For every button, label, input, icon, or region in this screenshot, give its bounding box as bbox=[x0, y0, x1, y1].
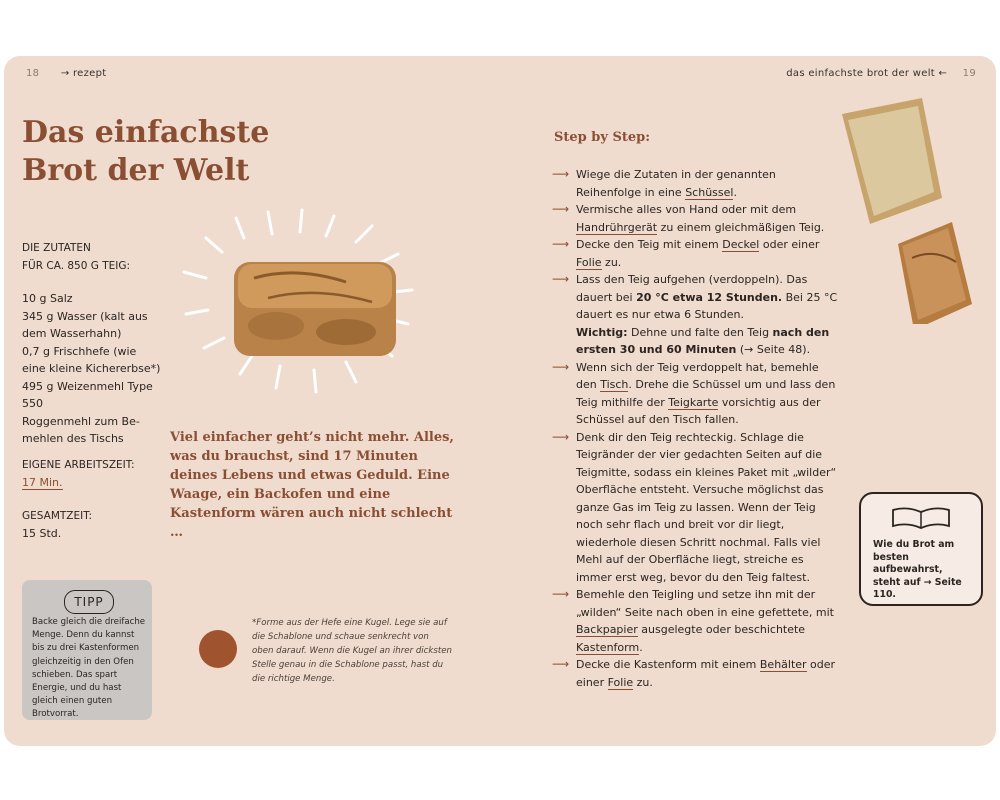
step-item: ⟶ Wiege die Zutaten in der genannten Reihenfolge in eine Schüssel. bbox=[552, 167, 776, 199]
ingredients-yield: FÜR CA. 850 G TEIG: bbox=[22, 259, 131, 272]
total-time-label: GESAMTZEIT: bbox=[22, 509, 93, 522]
total-time-value: 15 Std. bbox=[22, 527, 62, 540]
left-header bbox=[26, 68, 106, 79]
long-right-arrow-icon: ⟶ bbox=[552, 359, 570, 374]
steps-title: Step by Step: bbox=[554, 130, 651, 145]
ingredients-block bbox=[22, 240, 162, 543]
long-right-arrow-icon: ⟶ bbox=[552, 237, 570, 251]
storage-note-text: Wie du Brot am besten aufbewahrst, steht auf → Seite 110. bbox=[873, 539, 962, 601]
step-item: ⟶ Lass den Teig aufgehen (verdoppeln). Das dauert bei 20 °C etwa 12 Stunden. Bei 25 °C dauert es nur etwa 6 Stunden. Wichtig: Dehne und falte den Teig nach den ersten 30 und 60 Minuten (→ Seite 48). bbox=[552, 272, 838, 356]
right-header-label: das einfachste brot der welt ← bbox=[786, 68, 948, 79]
ingredient-line: eine kleine Kichererbse*) bbox=[22, 362, 161, 375]
worktime-value: 17 Min. bbox=[22, 476, 63, 489]
bread-illustration bbox=[176, 206, 446, 406]
intro-text: Viel einfacher geht’s nicht mehr. Alles, was du brauchst, sind 17 Minuten deines Lebens und etwas Geduld. Eine Waage, ein Backofen und eine Kastenform wären auch nicht schlecht … bbox=[170, 430, 454, 540]
ingredients-heading: DIE ZUTATEN bbox=[22, 242, 91, 254]
title-line-2: Brot der Welt bbox=[22, 153, 250, 188]
tip-box bbox=[22, 580, 152, 720]
long-right-arrow-icon: ⟶ bbox=[552, 657, 570, 671]
long-right-arrow-icon: ⟶ bbox=[552, 167, 570, 181]
long-right-arrow-icon: ⟶ bbox=[552, 429, 570, 444]
ingredient-line: 0,7 g Frischhefe (wie bbox=[22, 344, 137, 358]
worktime-label: EIGENE ARBEITSZEIT: bbox=[22, 458, 135, 471]
long-right-arrow-icon: ⟶ bbox=[552, 272, 570, 286]
step-item: ⟶ Decke die Kastenform mit einem Behälter oder einer Folie zu. bbox=[552, 657, 836, 689]
step-item: ⟶ Wenn sich der Teig verdoppelt hat, bemehle den Tisch. Drehe die Schüssel um und lass den Teig mithilfe der Teigkarte vorsichtig aus der Schüssel auf den Tisch fallen. bbox=[552, 359, 836, 426]
title-line-1: Das einfachste bbox=[22, 115, 270, 150]
tip-text: Backe gleich die dreifache Menge. Denn du kannst bis zu drei Kastenformen gleichzeitig in den Ofen schieben. Das spart Energie, und du hast gleich einen guten Brotvorrat. bbox=[32, 617, 146, 720]
bread-slice-2 bbox=[898, 222, 972, 324]
storage-note bbox=[859, 492, 983, 606]
step-item: ⟶ Vermische alles von Hand oder mit dem Handrührgerät zu einem gleichmäßigen Teig. bbox=[552, 202, 825, 234]
right-header bbox=[786, 68, 976, 79]
ingredient-line: 345 g Wasser (kalt aus bbox=[22, 309, 148, 323]
ingredient-line: 10 g Salz bbox=[22, 292, 73, 305]
long-right-arrow-icon: ⟶ bbox=[552, 587, 570, 601]
step-item: ⟶ Bemehle den Teigling und setze ihn mit der „wilden“ Seite nach oben in eine gefettete, mit Backpapier ausgelegte oder beschichtete Kastenform. bbox=[552, 587, 834, 654]
bread-slice-1 bbox=[842, 98, 942, 224]
bread-loaf bbox=[234, 262, 396, 356]
right-page-number: 19 bbox=[962, 68, 976, 79]
ingredient-line: dem Wasserhahn) bbox=[22, 327, 122, 340]
open-book-icon bbox=[889, 504, 953, 532]
left-header-label: → rezept bbox=[60, 68, 107, 79]
long-right-arrow-icon: ⟶ bbox=[552, 202, 570, 216]
tip-badge: TIPP bbox=[64, 590, 114, 614]
recipe-title bbox=[22, 114, 269, 190]
ingredient-line: 495 g Weizenmehl Type 550 bbox=[22, 379, 153, 410]
bread-slices-photo bbox=[834, 94, 984, 324]
book-spread bbox=[4, 56, 996, 746]
left-page-number: 18 bbox=[26, 68, 40, 79]
steps-list bbox=[552, 166, 842, 691]
step-item: ⟶ Denk dir den Teig rechteckig. Schlage die Teigränder der vier gedachten Seiten auf die Teigmitte, sodass ein kleines Paket mit „wilder“ Oberfläche entsteht. Versuche möglichst das ganze Gas im Teig zu lassen. Wenn der Teig noch sehr flach und breit vor dir liegt, wiederhole diesen Schritt nochmal. Falls viel Mehl auf der Oberfläche liegt, streiche es immer erst weg, bevor du den Teig faltest. bbox=[552, 429, 837, 584]
step-item: ⟶ Decke den Teig mit einem Deckel oder einer Folie zu. bbox=[552, 237, 820, 269]
yeast-size-template bbox=[199, 630, 237, 668]
ingredient-line: mehlen des Tischs bbox=[22, 432, 124, 445]
ingredient-line: Roggenmehl zum Be- bbox=[22, 414, 140, 428]
yeast-footnote: *Forme aus der Hefe eine Kugel. Lege sie auf die Schablone und schaue senkrecht von oben darauf. Wenn die Kugel an ihrer dicksten Stelle genau in die Schablone passt, hast du die richtige Menge. bbox=[252, 618, 452, 684]
